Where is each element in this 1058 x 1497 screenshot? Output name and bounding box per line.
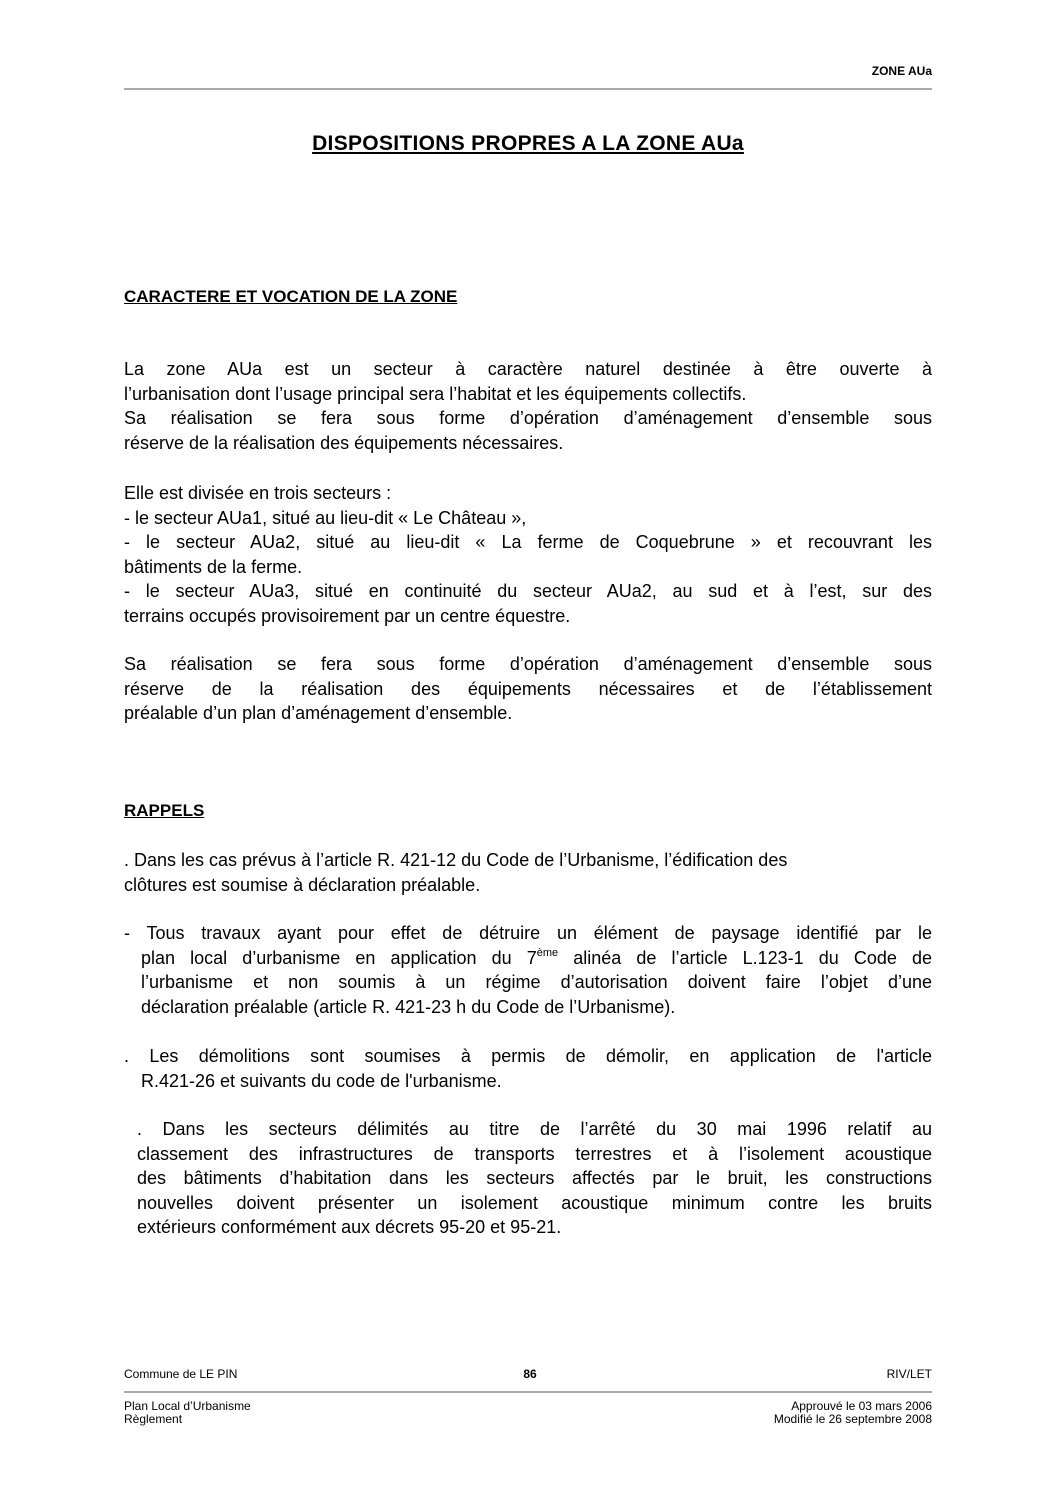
text-line: Elle est divisée en trois secteurs :: [124, 483, 392, 503]
text-line: - Tous travaux ayant pour effet de détruire un élément de paysage identifié par le: [124, 923, 932, 943]
zone-label: ZONE AUa: [871, 64, 932, 78]
text-line: des bâtiments d’habitation dans les secteurs affectés par le bruit, les constructions: [137, 1168, 932, 1188]
text-line: l’urbanisation dont l’usage principal sera l’habitat et les équipements collectifs.: [124, 383, 747, 404]
text-line: réserve de la réalisation des équipements nécessaires et de l’établissement: [124, 678, 932, 699]
footer-document-info: [124, 1400, 251, 1426]
rappel-clotures: [124, 848, 932, 897]
paragraph-realisation: [124, 652, 932, 726]
superscript: ème: [536, 946, 559, 959]
text-line: nouvelles doivent présenter un isolement acoustique minimum contre les bruits: [137, 1192, 932, 1213]
text-line: préalable d’un plan d’aménagement d’ensemble.: [124, 703, 513, 723]
footer-reglement: Règlement: [124, 1412, 183, 1426]
text-line: . Dans les cas prévus à l’article R. 421-12 du Code de l’Urbanisme, l’édification des: [124, 850, 788, 870]
paragraph-vocation: [124, 357, 932, 455]
rappel-paysage: [124, 921, 932, 1019]
page-number: 86: [523, 1367, 537, 1381]
text-line: [124, 946, 932, 971]
footer-modified-date: Modifié le 26 septembre 2008: [773, 1412, 932, 1426]
footer-rule: [124, 1391, 932, 1393]
text-fragment: plan local d’urbanisme en application du 7: [141, 947, 537, 968]
text-line: l’urbanisme et non soumis à un régime d’autorisation doivent faire l’objet d’une: [141, 972, 932, 992]
section-heading-caractere: CARACTERE ET VOCATION DE LA ZONE: [124, 287, 458, 306]
text-line: bâtiments de la ferme.: [124, 556, 303, 577]
list-item: - le secteur AUa2, situé au lieu-dit « La ferme de Coquebrune » et recouvrant les: [124, 532, 932, 552]
text-line: déclaration préalable (article R. 421-23 h du Code de l’Urbanisme).: [141, 996, 676, 1017]
text-line: clôtures est soumise à déclaration préalable.: [124, 874, 481, 895]
text-line: R.421-26 et suivants du code de l'urbanisme.: [141, 1070, 502, 1091]
paragraph-secteurs: [124, 481, 932, 628]
text-line: . Les démolitions sont soumises à permis de démolir, en application de l'article: [124, 1046, 932, 1066]
text-line: Sa réalisation se fera sous forme d’opération d’aménagement d’ensemble sous: [124, 654, 932, 674]
text-line: réserve de la réalisation des équipements nécessaires.: [124, 432, 564, 453]
rappel-demolitions: [124, 1044, 932, 1093]
footer-reference: RIV/LET: [886, 1367, 932, 1381]
footer-commune: Commune de LE PIN: [124, 1367, 238, 1381]
rappel-bruit: [124, 1117, 932, 1240]
text-line: La zone AUa est un secteur à caractère naturel destinée à être ouverte à: [124, 359, 932, 379]
footer-plu: Plan Local d’Urbanisme: [124, 1399, 251, 1413]
text-line: classement des infrastructures de transports terrestres et à l’isolement acoustique: [137, 1143, 932, 1164]
footer-dates: [774, 1400, 932, 1426]
footer-approved-date: Approuvé le 03 mars 2006: [791, 1399, 932, 1413]
section-heading-rappels: RAPPELS: [124, 801, 205, 820]
text-fragment: alinéa de l’article L.123-1 du Code de: [558, 947, 932, 968]
text-line: . Dans les secteurs délimités au titre de l’arrêté du 30 mai 1996 relatif au: [137, 1119, 932, 1139]
header-rule: [124, 88, 932, 90]
text-line: extérieurs conformément aux décrets 95-20 et 95-21.: [137, 1217, 562, 1237]
text-line: terrains occupés provisoirement par un centre équestre.: [124, 605, 571, 626]
list-item: - le secteur AUa3, situé en continuité du secteur AUa2, au sud et à l’est, sur des: [124, 581, 932, 601]
list-item: - le secteur AUa1, situé au lieu-dit « Le Château »,: [124, 507, 527, 528]
text-line: Sa réalisation se fera sous forme d’opération d’aménagement d’ensemble sous: [124, 408, 932, 428]
page-title: DISPOSITIONS PROPRES A LA ZONE AUa: [312, 132, 744, 155]
